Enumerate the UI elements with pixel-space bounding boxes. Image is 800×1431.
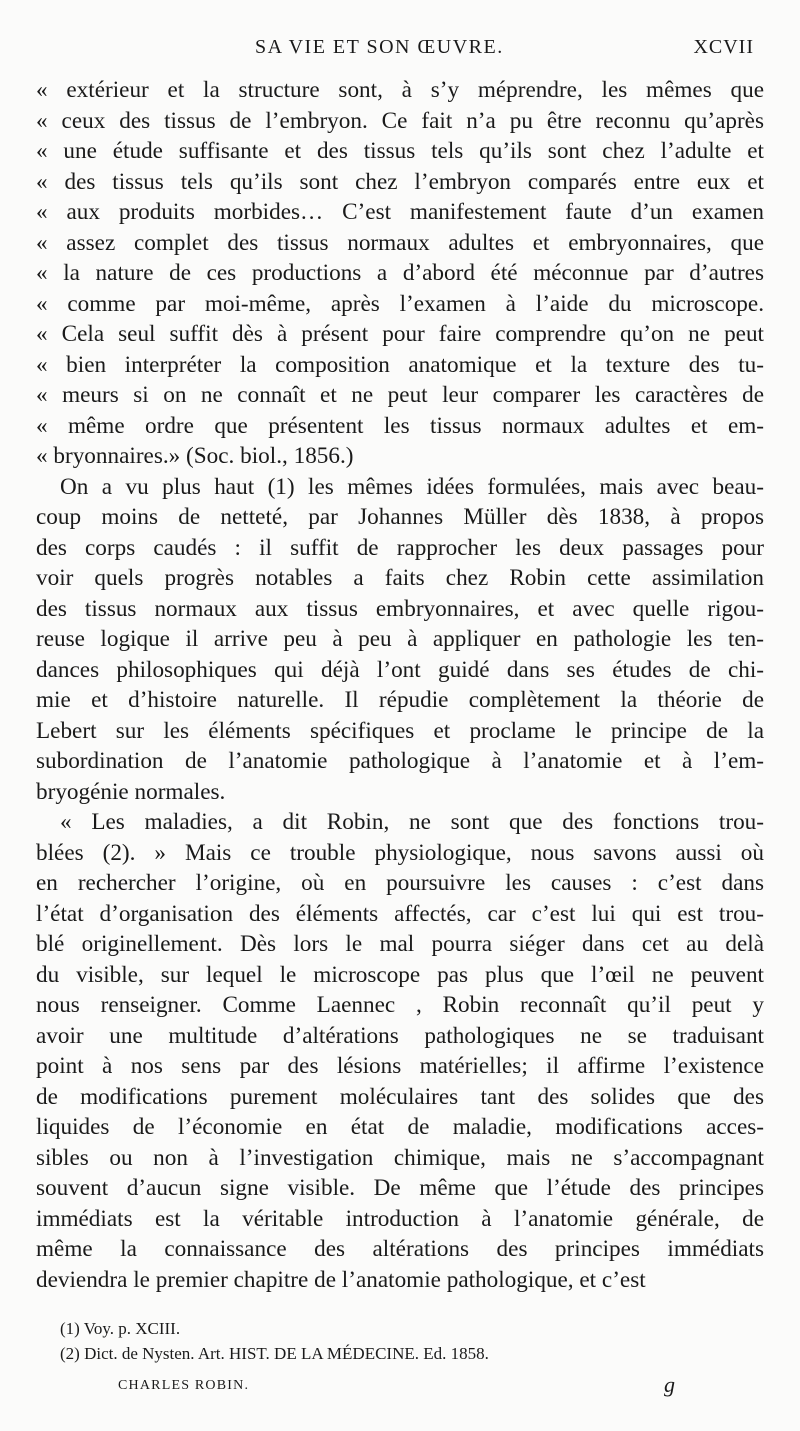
text-line: dances philosophiques qui déjà l’ont guidé dans ses études de chi- — [36, 656, 764, 683]
paragraph — [36, 472, 764, 808]
text-line: « aux produits morbides… C’est manifestement faute d’un examen — [36, 199, 764, 225]
text-line: « Les maladies, a dit Robin, ne sont que des fonctions trou- — [60, 809, 764, 835]
page-number: XCVII — [693, 36, 754, 58]
text-line: mie et d’histoire naturelle. Il répudie complètement la théorie de — [36, 687, 764, 713]
text-line: avoir une multitude d’altérations pathologiques ne se traduisant — [36, 1022, 764, 1049]
text-line: « même ordre que présentent les tissus normaux adultes et em- — [36, 412, 764, 439]
footnote-1: (1) Voy. p. XCIII. — [60, 1319, 181, 1338]
text-line: des corps caudés : il suffit de rapprocher les deux passages pour — [36, 534, 764, 561]
paragraph — [36, 75, 764, 472]
running-head — [0, 36, 800, 60]
text-line: souvent d’aucun signe visible. De même que l’étude des principes — [36, 1175, 764, 1201]
footnotes — [60, 1316, 780, 1366]
text-line: en rechercher l’origine, où en poursuivre les causes : c’est dans — [36, 870, 764, 896]
text-line: « la nature de ces productions a d’abord été méconnue par d’autres — [36, 260, 764, 286]
text-line: des tissus normaux aux tissus embryonnaires, et avec quelle rigou- — [36, 595, 764, 622]
footnote-2: (2) Dict. de Nysten. Art. HIST. DE LA MÉDECINE. Ed. 1858. — [60, 1344, 489, 1363]
text-line: du visible, sur lequel le microscope pas plus que l’œil ne peuvent — [36, 961, 764, 988]
text-line: reuse logique il arrive peu à peu à appliquer en pathologie les ten- — [36, 626, 764, 652]
body-text — [36, 75, 764, 1295]
text-line: « meurs si on ne connaît et ne peut leur comparer les caractères de — [36, 382, 764, 408]
text-line: On a vu plus haut (1) les mêmes idées formulées, mais avec beau- — [60, 473, 764, 500]
text-line: de modifications purement moléculaires tant des solides que des — [36, 1083, 764, 1110]
text-line: Lebert sur les éléments spécifiques et proclame le principe de la — [36, 717, 764, 744]
text-line: voir quels progrès notables a faits chez Robin cette assimilation — [36, 565, 764, 591]
text-line: nous renseigner. Comme Laennec , Robin reconnaît qu’il peut y — [36, 992, 764, 1018]
text-line: l’état d’organisation des éléments affectés, car c’est lui qui est trou- — [36, 900, 764, 927]
text-line: blées (2). » Mais ce trouble physiologique, nous savons aussi où — [36, 839, 764, 866]
sheet-mark: g — [664, 1372, 675, 1397]
text-line: sibles ou non à l’investigation chimique, mais ne s’accompagnant — [36, 1144, 764, 1171]
text-line: « assez complet des tissus normaux adultes et embryonnaires, que — [36, 229, 764, 256]
running-title: SA VIE ET SON ŒUVRE. — [255, 36, 504, 58]
text-line: « bryonnaires.» (Soc. biol., 1856.) — [36, 443, 354, 469]
printer-signature: CHARLES ROBIN. — [118, 1378, 250, 1393]
text-line: « extérieur et la structure sont, à s’y méprendre, les mêmes que — [36, 77, 764, 103]
text-line: immédiats est la véritable introduction à l’anatomie générale, de — [36, 1205, 764, 1232]
text-line: blé originellement. Dès lors le mal pourra siéger dans cet au delà — [36, 931, 764, 957]
text-line: point à nos sens par des lésions matérielles; il affirme l’existence — [36, 1053, 764, 1079]
text-line: « bien interpréter la composition anatomique et la texture des tu- — [36, 351, 764, 378]
text-line: même la connaissance des altérations des principes immédiats — [36, 1236, 764, 1262]
text-line: « ceux des tissus de l’embryon. Ce fait n’a pu être reconnu qu’après — [36, 107, 764, 134]
text-line: liquides de l’économie en état de maladie, modifications acces- — [36, 1114, 764, 1140]
text-line: coup moins de netteté, par Johannes Müller dès 1838, à propos — [36, 504, 764, 530]
text-line: « des tissus tels qu’ils sont chez l’embryon comparés entre eux et — [36, 168, 764, 195]
text-line: « comme par moi-même, après l’examen à l’aide du microscope. — [36, 290, 764, 317]
text-line: « une étude suffisante et des tissus tels qu’ils sont chez l’adulte et — [36, 138, 764, 164]
text-line: subordination de l’anatomie pathologique à l’anatomie et à l’em- — [36, 748, 764, 774]
text-line: bryogénie normales. — [36, 778, 226, 805]
paragraph — [36, 807, 764, 1295]
text-line: « Cela seul suffit dès à présent pour faire comprendre qu’on ne peut — [36, 321, 764, 347]
text-line: deviendra le premier chapitre de l’anatomie pathologique, et c’est — [36, 1266, 646, 1293]
